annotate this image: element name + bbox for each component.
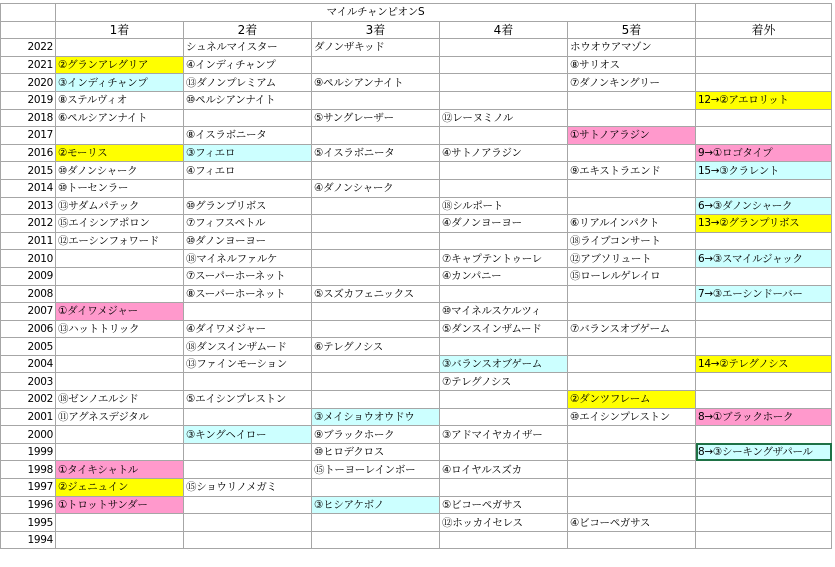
result-cell-c5[interactable] [568, 285, 696, 303]
table-row [1, 162, 832, 180]
result-cell-c2[interactable] [184, 496, 312, 514]
result-cell-c3[interactable]: ③メイショウオウドウ [312, 408, 440, 426]
result-cell-c5[interactable]: ⑦バランスオブゲーム [568, 320, 696, 338]
year-cell[interactable]: 2020 [1, 74, 56, 92]
result-cell-c2[interactable]: ⑧スーパーホーネット [184, 285, 312, 303]
result-cell-c3[interactable]: ⑨ブラックホーク [312, 426, 440, 444]
result-cell-c1[interactable]: ②ジェニュイン [56, 479, 184, 497]
result-cell-c4[interactable] [440, 338, 568, 356]
result-cell-c3[interactable] [312, 232, 440, 250]
result-cell-c3[interactable]: ⑥テレグノシス [312, 338, 440, 356]
result-cell-c2[interactable]: ⑦スーパーホーネット [184, 267, 312, 285]
result-cell-c5[interactable] [568, 373, 696, 391]
result-cell-c6[interactable] [696, 303, 832, 321]
result-cell-c3[interactable] [312, 197, 440, 215]
table-row [1, 461, 832, 479]
table-row [1, 426, 832, 444]
year-cell[interactable]: 2022 [1, 39, 56, 57]
result-cell-c3[interactable] [312, 355, 440, 373]
result-cell-c2[interactable]: ⑱マイネルファルケ [184, 250, 312, 268]
result-cell-c1[interactable]: ⑮エイシンアポロン [56, 215, 184, 233]
result-cell-c3[interactable] [312, 373, 440, 391]
year-cell[interactable]: 2007 [1, 303, 56, 321]
result-cell-c5[interactable] [568, 144, 696, 162]
result-cell-c3[interactable] [312, 531, 440, 549]
year-cell[interactable]: 1995 [1, 514, 56, 532]
result-cell-c1[interactable]: ⑥ペルシアンナイト [56, 109, 184, 127]
result-cell-c1[interactable]: ⑬サダムパテック [56, 197, 184, 215]
header-cell-4th[interactable]: 4着 [440, 21, 568, 39]
table-row [1, 215, 832, 233]
result-cell-c2[interactable]: ④ダイワメジャー [184, 320, 312, 338]
result-cell-c4[interactable] [440, 56, 568, 74]
result-cell-c1[interactable]: ①ダイワメジャー [56, 303, 184, 321]
year-cell[interactable]: 2003 [1, 373, 56, 391]
result-cell-c4[interactable] [440, 179, 568, 197]
result-cell-c1[interactable] [56, 127, 184, 145]
table-row [1, 109, 832, 127]
table-row [1, 496, 832, 514]
table-row [1, 250, 832, 268]
result-cell-c3[interactable]: ⑮トーヨーレインボー [312, 461, 440, 479]
result-cell-c1[interactable] [56, 267, 184, 285]
result-cell-c4[interactable]: ⑤ビコーペガサス [440, 496, 568, 514]
table-row [1, 74, 832, 92]
table-row [1, 479, 832, 497]
result-cell-c4[interactable]: ⑫レーヌミノル [440, 109, 568, 127]
table-row [1, 391, 832, 409]
header-cell-1st[interactable]: 1着 [56, 21, 184, 39]
result-cell-c5[interactable]: ④ビコーペガサス [568, 514, 696, 532]
result-cell-c3[interactable]: ③ヒシアケボノ [312, 496, 440, 514]
header-cell-other[interactable]: 着外 [696, 21, 832, 39]
result-cell-c5[interactable] [568, 303, 696, 321]
result-cell-c4[interactable] [440, 391, 568, 409]
result-cell-c3[interactable]: ダノンザキッド [312, 39, 440, 57]
result-cell-c5[interactable]: ⑩エイシンプレストン [568, 408, 696, 426]
result-cell-c4[interactable]: ④カンパニー [440, 267, 568, 285]
result-cell-c3[interactable]: ⑤サングレーザー [312, 109, 440, 127]
result-cell-c1[interactable]: ⑬ハットトリック [56, 320, 184, 338]
result-cell-c1[interactable]: ②モーリス [56, 144, 184, 162]
result-cell-c3[interactable] [312, 320, 440, 338]
result-cell-c6[interactable] [696, 320, 832, 338]
table-row [1, 285, 832, 303]
table-row [1, 408, 832, 426]
year-cell[interactable]: 2013 [1, 197, 56, 215]
header-row [1, 21, 832, 39]
title-row [1, 4, 832, 22]
result-cell-c5[interactable] [568, 496, 696, 514]
result-cell-c4[interactable]: ④サトノアラジン [440, 144, 568, 162]
result-cell-c6[interactable]: 8→③シーキングザパール [696, 443, 832, 461]
table-row [1, 303, 832, 321]
result-cell-c3[interactable]: ⑨ペルシアンナイト [312, 74, 440, 92]
year-cell[interactable]: 2004 [1, 355, 56, 373]
table-row [1, 531, 832, 549]
result-cell-c4[interactable] [440, 285, 568, 303]
table-row [1, 127, 832, 145]
result-cell-c2[interactable]: ③フィエロ [184, 144, 312, 162]
header-cell-2nd[interactable]: 2着 [184, 21, 312, 39]
result-cell-c3[interactable]: ⑤スズカフェニックス [312, 285, 440, 303]
year-cell[interactable]: 2012 [1, 215, 56, 233]
result-cell-c2[interactable] [184, 514, 312, 532]
result-cell-c2[interactable]: ③キングヘイロー [184, 426, 312, 444]
result-cell-c6[interactable] [696, 179, 832, 197]
result-cell-c3[interactable] [312, 56, 440, 74]
result-cell-c1[interactable] [56, 285, 184, 303]
result-cell-c6[interactable] [696, 338, 832, 356]
result-cell-c2[interactable]: ⑦フィフスペトル [184, 215, 312, 233]
result-cell-c4[interactable] [440, 408, 568, 426]
result-cell-c5[interactable]: ⑮ローレルゲレイロ [568, 267, 696, 285]
result-cell-c5[interactable] [568, 426, 696, 444]
result-cell-c6[interactable] [696, 514, 832, 532]
result-cell-c6[interactable] [696, 461, 832, 479]
result-cell-c4[interactable] [440, 74, 568, 92]
result-cell-c2[interactable] [184, 408, 312, 426]
result-cell-c5[interactable] [568, 355, 696, 373]
result-cell-c1[interactable] [56, 426, 184, 444]
result-cell-c6[interactable] [696, 267, 832, 285]
result-cell-c1[interactable]: ①トロットサンダー [56, 496, 184, 514]
year-cell[interactable]: 1996 [1, 496, 56, 514]
year-cell[interactable]: 2009 [1, 267, 56, 285]
result-cell-c1[interactable]: ①タイキシャトル [56, 461, 184, 479]
result-cell-c2[interactable]: ⑬ファインモーション [184, 355, 312, 373]
result-cell-c2[interactable]: ⑩グランプリボス [184, 197, 312, 215]
result-cell-c2[interactable] [184, 531, 312, 549]
result-cell-c6[interactable] [696, 479, 832, 497]
result-cell-c2[interactable]: ⑱ダンスインザムード [184, 338, 312, 356]
year-cell[interactable]: 2000 [1, 426, 56, 444]
result-cell-c1[interactable] [56, 443, 184, 461]
year-cell[interactable]: 2021 [1, 56, 56, 74]
result-cell-c3[interactable] [312, 391, 440, 409]
result-cell-c5[interactable]: ホウオウアマゾン [568, 39, 696, 57]
result-cell-c3[interactable]: ④ダノンシャーク [312, 179, 440, 197]
result-cell-c6[interactable] [696, 391, 832, 409]
result-cell-c4[interactable]: ⑦キャプテントゥーレ [440, 250, 568, 268]
year-cell[interactable]: 2019 [1, 91, 56, 109]
result-cell-c6[interactable]: 6→③スマイルジャック [696, 250, 832, 268]
table-row [1, 373, 832, 391]
result-cell-c4[interactable]: ③アドマイヤカイザー [440, 426, 568, 444]
result-cell-c2[interactable] [184, 443, 312, 461]
result-cell-c6[interactable]: 7→③エーシンドーバー [696, 285, 832, 303]
table-row [1, 144, 832, 162]
result-cell-c2[interactable]: ⑧イスラボニータ [184, 127, 312, 145]
table-row [1, 39, 832, 57]
result-cell-c4[interactable]: ④ダノンヨーヨー [440, 215, 568, 233]
year-cell[interactable]: 2010 [1, 250, 56, 268]
result-cell-c3[interactable]: ⑩ヒロデクロス [312, 443, 440, 461]
result-cell-c3[interactable] [312, 215, 440, 233]
result-cell-c4[interactable]: ⑦テレグノシス [440, 373, 568, 391]
result-cell-c2[interactable]: ⑮ショウリノメガミ [184, 479, 312, 497]
blank-cell[interactable] [1, 4, 56, 22]
header-cell-3rd[interactable]: 3着 [312, 21, 440, 39]
result-cell-c1[interactable]: ③インディチャンプ [56, 74, 184, 92]
result-cell-c6[interactable]: 9→①ロゴタイプ [696, 144, 832, 162]
result-cell-c1[interactable] [56, 531, 184, 549]
result-cell-c2[interactable] [184, 109, 312, 127]
result-cell-c4[interactable] [440, 232, 568, 250]
result-cell-c3[interactable] [312, 514, 440, 532]
blank-cell[interactable] [696, 4, 832, 22]
result-cell-c1[interactable] [56, 338, 184, 356]
result-cell-c1[interactable]: ②グランアレグリア [56, 56, 184, 74]
result-cell-c2[interactable] [184, 179, 312, 197]
result-cell-c6[interactable] [696, 109, 832, 127]
result-cell-c5[interactable]: ⑦ダノンキングリー [568, 74, 696, 92]
result-cell-c6[interactable] [696, 56, 832, 74]
year-cell[interactable]: 1994 [1, 531, 56, 549]
result-cell-c5[interactable]: ①サトノアラジン [568, 127, 696, 145]
result-cell-c3[interactable] [312, 91, 440, 109]
result-cell-c4[interactable]: ⑩マイネルスケルツィ [440, 303, 568, 321]
result-cell-c4[interactable] [440, 127, 568, 145]
result-cell-c5[interactable] [568, 109, 696, 127]
result-cell-c4[interactable] [440, 162, 568, 180]
result-cell-c1[interactable]: ⑩トーセンラー [56, 179, 184, 197]
table-row [1, 56, 832, 74]
result-cell-c3[interactable] [312, 303, 440, 321]
result-cell-c5[interactable] [568, 179, 696, 197]
year-cell[interactable]: 2016 [1, 144, 56, 162]
result-cell-c2[interactable]: ④フィエロ [184, 162, 312, 180]
result-cell-c6[interactable] [696, 232, 832, 250]
result-cell-c6[interactable] [696, 496, 832, 514]
result-cell-c4[interactable]: ⑫ホッカイセレス [440, 514, 568, 532]
year-cell[interactable]: 1999 [1, 443, 56, 461]
header-cell-year[interactable] [1, 21, 56, 39]
result-cell-c5[interactable]: ⑱ライブコンサート [568, 232, 696, 250]
table-row [1, 355, 832, 373]
year-cell[interactable]: 2002 [1, 391, 56, 409]
race-title[interactable]: マイルチャンピオンS [56, 4, 696, 22]
result-cell-c6[interactable] [696, 39, 832, 57]
year-cell[interactable]: 2005 [1, 338, 56, 356]
result-cell-c1[interactable] [56, 355, 184, 373]
result-cell-c3[interactable] [312, 267, 440, 285]
result-cell-c5[interactable]: ②ダンツフレーム [568, 391, 696, 409]
result-cell-c6[interactable]: 13→②グランプリボス [696, 215, 832, 233]
year-cell[interactable]: 2001 [1, 408, 56, 426]
table-row [1, 338, 832, 356]
table-row [1, 197, 832, 215]
result-cell-c1[interactable] [56, 373, 184, 391]
header-cell-5th[interactable]: 5着 [568, 21, 696, 39]
result-cell-c3[interactable] [312, 127, 440, 145]
result-cell-c2[interactable] [184, 461, 312, 479]
year-cell[interactable]: 2011 [1, 232, 56, 250]
table-row [1, 232, 832, 250]
result-cell-c1[interactable] [56, 514, 184, 532]
results-table [0, 3, 832, 549]
result-cell-c1[interactable] [56, 39, 184, 57]
result-cell-c3[interactable] [312, 162, 440, 180]
result-cell-c4[interactable] [440, 531, 568, 549]
result-cell-c5[interactable] [568, 531, 696, 549]
result-cell-c2[interactable]: ⑤エイシンプレストン [184, 391, 312, 409]
table-row [1, 267, 832, 285]
result-cell-c5[interactable] [568, 461, 696, 479]
result-cell-c5[interactable] [568, 197, 696, 215]
result-cell-c3[interactable] [312, 250, 440, 268]
result-cell-c2[interactable]: ⑬ダノンプレミアム [184, 74, 312, 92]
year-cell[interactable]: 1997 [1, 479, 56, 497]
result-cell-c5[interactable]: ⑨エキストラエンド [568, 162, 696, 180]
result-cell-c2[interactable] [184, 303, 312, 321]
result-cell-c3[interactable] [312, 479, 440, 497]
result-cell-c6[interactable]: 12→②アエロリット [696, 91, 832, 109]
result-cell-c6[interactable] [696, 127, 832, 145]
result-cell-c5[interactable]: ⑥リアルインパクト [568, 215, 696, 233]
result-cell-c6[interactable] [696, 426, 832, 444]
result-cell-c4[interactable]: ④ロイヤルスズカ [440, 461, 568, 479]
result-cell-c6[interactable]: 6→③ダノンシャーク [696, 197, 832, 215]
result-cell-c5[interactable] [568, 338, 696, 356]
result-cell-c3[interactable]: ⑤イスラボニータ [312, 144, 440, 162]
result-cell-c2[interactable]: シュネルマイスター [184, 39, 312, 57]
result-cell-c1[interactable]: ⑪アグネスデジタル [56, 408, 184, 426]
result-cell-c2[interactable]: ⑩ペルシアンナイト [184, 91, 312, 109]
table-row [1, 179, 832, 197]
year-cell[interactable]: 1998 [1, 461, 56, 479]
result-cell-c4[interactable]: ⑤ダンスインザムード [440, 320, 568, 338]
table-row [1, 514, 832, 532]
result-cell-c4[interactable]: ⑱シルポート [440, 197, 568, 215]
result-cell-c6[interactable] [696, 531, 832, 549]
result-cell-c4[interactable] [440, 443, 568, 461]
result-cell-c4[interactable] [440, 39, 568, 57]
result-cell-c4[interactable] [440, 479, 568, 497]
result-cell-c1[interactable]: ⑱ゼンノエルシド [56, 391, 184, 409]
result-cell-c2[interactable]: ⑩ダノンヨーヨー [184, 232, 312, 250]
result-cell-c6[interactable]: 8→①ブラックホーク [696, 408, 832, 426]
result-cell-c5[interactable]: ⑫アブソリュート [568, 250, 696, 268]
table-row [1, 443, 832, 461]
result-cell-c1[interactable]: ⑩ダノンシャーク [56, 162, 184, 180]
result-cell-c2[interactable]: ④インディチャンプ [184, 56, 312, 74]
year-cell[interactable]: 2014 [1, 179, 56, 197]
result-cell-c6[interactable] [696, 74, 832, 92]
result-cell-c1[interactable]: ⑫エーシンフォワード [56, 232, 184, 250]
result-cell-c4[interactable]: ③バランスオブゲーム [440, 355, 568, 373]
result-cell-c5[interactable]: ⑧サリオス [568, 56, 696, 74]
year-cell[interactable]: 2008 [1, 285, 56, 303]
year-cell[interactable]: 2017 [1, 127, 56, 145]
year-cell[interactable]: 2018 [1, 109, 56, 127]
result-cell-c1[interactable] [56, 250, 184, 268]
result-cell-c5[interactable] [568, 479, 696, 497]
result-cell-c5[interactable] [568, 443, 696, 461]
year-cell[interactable]: 2015 [1, 162, 56, 180]
result-cell-c6[interactable] [696, 373, 832, 391]
result-cell-c6[interactable]: 14→②テレグノシス [696, 355, 832, 373]
result-cell-c5[interactable] [568, 91, 696, 109]
table-row [1, 91, 832, 109]
result-cell-c1[interactable]: ⑧ステルヴィオ [56, 91, 184, 109]
result-cell-c6[interactable]: 15→③クラレント [696, 162, 832, 180]
table-row [1, 320, 832, 338]
result-cell-c2[interactable] [184, 373, 312, 391]
spreadsheet [0, 3, 832, 549]
result-cell-c4[interactable] [440, 91, 568, 109]
year-cell[interactable]: 2006 [1, 320, 56, 338]
